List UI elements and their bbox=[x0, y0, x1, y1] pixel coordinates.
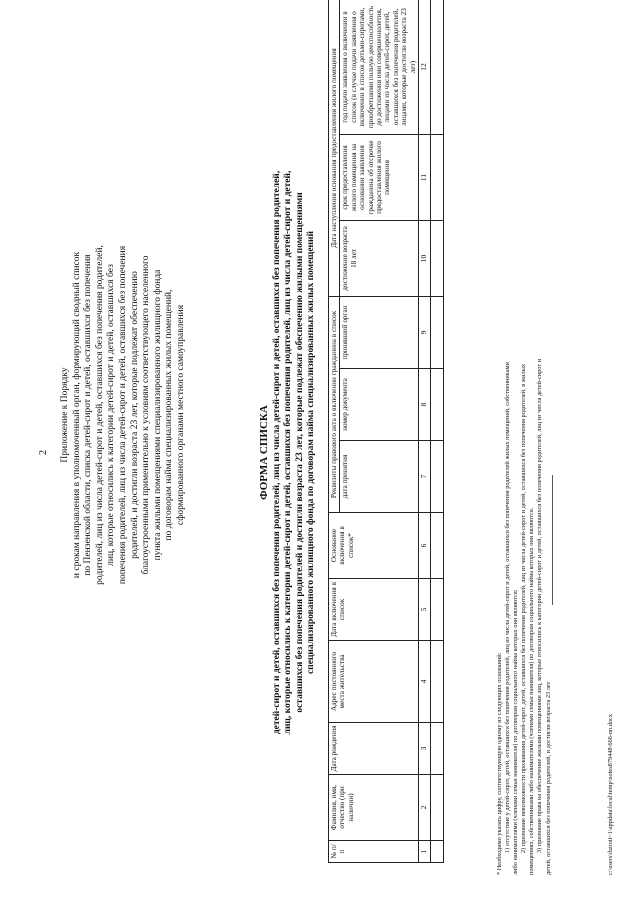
subtitle-line: лиц, которые относились к категории детей-сирот и детей, оставшихся без попечения родителей, лиц из числа детей-сирот и детей, bbox=[283, 170, 294, 735]
header-fio: Фамилия, имя, отчество (при наличии) bbox=[329, 775, 419, 841]
column-number: 5 bbox=[419, 579, 431, 641]
column-number: 6 bbox=[419, 513, 431, 579]
column-number: 9 bbox=[419, 297, 431, 369]
table-row-empty bbox=[431, 0, 444, 863]
column-number: 7 bbox=[419, 441, 431, 513]
column-number: 2 bbox=[419, 775, 431, 841]
footnote-line: 3) признание права на обеспечение жилыми помещениями лиц, которые относились к категории детей-сирот и детей, оставшихся без попечения родителей, лиц из числа детей-сирот и bbox=[536, 358, 544, 853]
header-num: № п/п bbox=[329, 841, 419, 863]
column-number: 1 bbox=[419, 841, 431, 863]
header-basis: Основание включения в список* bbox=[329, 513, 419, 579]
footnotes bbox=[496, 25, 553, 875]
form-subtitle bbox=[272, 60, 318, 845]
column-number: 11 bbox=[419, 135, 431, 221]
form-title: ФОРМА СПИСКА bbox=[258, 405, 270, 500]
appendix-line: Приложение к Порядку bbox=[60, 367, 70, 463]
appendix-line: по договорам найма специализированных жилых помещений, bbox=[164, 289, 175, 541]
footnote-line: 2) признание невозможности проживания детей-сирот, детей, оставшихся без попечения родителей, лиц из числа детей-сирот и детей, оставшихся без попечения родителей, в жилых bbox=[520, 363, 528, 853]
header-application-year: год подачи заявления о включении в список (в случае подачи заявления о включении в список детьми-сиротами, приобретшими полную дееспособность до достижения ими совершеннолетия, лицами из числа детей-сирот, детей, оставшихся без попечения родителей, лицами, которые достигли возраста 23 лет) bbox=[340, 0, 419, 135]
appendix-line: сформированного органами местного самоуправления bbox=[175, 304, 186, 526]
footnote-line: либо нанимателями (членами семьи нанимателя) по договорам социального найма которых они являются; bbox=[512, 589, 520, 875]
appendix-heading bbox=[60, 105, 188, 725]
header-act-organ: принявший орган bbox=[340, 297, 419, 369]
column-number: 3 bbox=[419, 723, 431, 775]
list-form-table bbox=[328, 0, 444, 863]
header-inclusion-date: Дата включения в список bbox=[329, 579, 419, 641]
appendix-line: и срокам направления в уполномоченный орган, формирующий сводный список bbox=[71, 251, 82, 579]
column-number: 12 bbox=[419, 0, 431, 135]
footnote-line: детей, оставшихся без попечения родителей, и достигли возраста 23 лет bbox=[544, 681, 552, 875]
column-number: 4 bbox=[419, 641, 431, 723]
page-number: 2 bbox=[38, 450, 49, 455]
footnote-line: помещениях, собственниками либо нанимателями (членами семьи нанимателя) по договорам социального найма которых они являются. bbox=[528, 507, 536, 875]
subtitle-line: специализированного жилищного фонда по договорам найма специализированных жилых помещений bbox=[306, 231, 317, 674]
column-number: 8 bbox=[419, 369, 431, 441]
column-number: 10 bbox=[419, 221, 431, 297]
header-term: срок предоставления жилого помещения на основании заявления гражданина об отсрочке предоставления жилого помещения bbox=[340, 135, 419, 221]
header-birth-date: Дата рождения bbox=[329, 723, 419, 775]
file-path: c:\users\ibzroit~1\appdata\local\temp\notes879448\666-nn.docx bbox=[607, 714, 614, 875]
header-age-18: достижение возраста 18 лет bbox=[340, 221, 419, 297]
subtitle-line: оставшихся без попечения родителей и достигли возраста 23 лет, которые подлежат обеспечению жилыми помещениями bbox=[294, 192, 305, 713]
header-address: Адрес постоянного места жительства bbox=[329, 641, 419, 723]
appendix-line: благоустроенными применительно к условиям соответствующего населенного bbox=[141, 255, 152, 575]
appendix-line: пункта жилыми помещениями специализированного жилищного фонда bbox=[152, 269, 163, 561]
footnote-intro: * Необходимо указать цифру, соответствующую одному из следующих оснований: bbox=[496, 652, 503, 875]
appendix-line: попечения родителей, лиц из числа детей-сирот и детей, оставшихся без попечения bbox=[117, 245, 128, 585]
header-date-group: Дата наступления основания предоставления жилого помещения bbox=[329, 0, 340, 297]
header-act-date: дата принятия bbox=[340, 441, 419, 513]
footer-rule bbox=[552, 475, 553, 605]
header-act-group: Реквизиты правового акта о включении гражданина в список bbox=[329, 297, 340, 513]
footnote-line: 1) отсутствие у детей-сирот, детей, оставшихся без попечения родителей, лиц из числа детей-сирот и детей, оставшихся без попечения родителей жилых помещений, собственниками bbox=[504, 362, 512, 853]
subtitle-line: детей-сирот и детей, оставшихся без попечения родителей, лиц из числа детей-сирот и детей, оставшихся без попечения родителей, bbox=[272, 170, 282, 735]
appendix-line: родителей, и достигли возраста 23 лет, которые подлежат обеспечению bbox=[129, 271, 140, 559]
appendix-line: лиц, которые относились к категории детей-сирот и детей, оставшихся без bbox=[106, 264, 117, 566]
header-act-number: номер документа bbox=[340, 369, 419, 441]
appendix-line: родителей, лиц из числа детей-сирот и детей, оставшихся без попечения родителей, bbox=[94, 245, 105, 585]
appendix-line: по Пензенской области, списка детей-сирот и детей, оставшихся без попечения bbox=[83, 254, 94, 576]
